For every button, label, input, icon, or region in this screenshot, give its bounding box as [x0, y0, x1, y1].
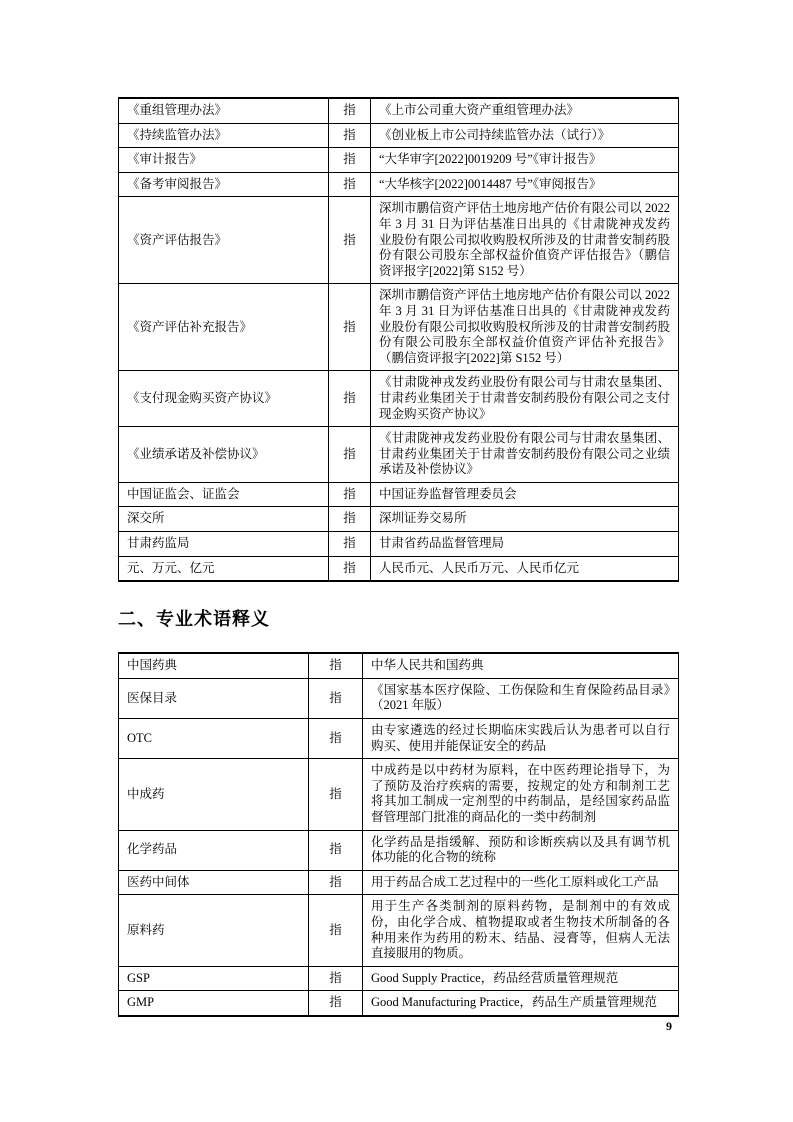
refers-cell: 指 [329, 532, 371, 557]
definition-cell: 《甘肃陇神戎发药业股份有限公司与甘肃农垦集团、甘肃药业集团关于甘肃普安制药股份有限公司之业绩承诺及补偿协议》 [371, 427, 679, 483]
definition-cell: 《甘肃陇神戎发药业股份有限公司与甘肃农垦集团、甘肃药业集团关于甘肃普安制药股份有限公司之支付现金购买资产协议》 [371, 371, 679, 427]
definition-cell: 甘肃省药品监督管理局 [371, 532, 679, 557]
definition-cell: 用于药品合成工艺过程中的一些化工原料或化工产品 [363, 870, 679, 895]
page-content [118, 97, 678, 1017]
definition-cell: 人民币元、人民币万元、人民币亿元 [371, 556, 679, 581]
table-row [119, 98, 679, 123]
table-row [119, 991, 679, 1016]
term-cell: 《持续监管办法》 [119, 123, 329, 148]
term-cell: 《资产评估补充报告》 [119, 284, 329, 371]
definition-cell: 《上市公司重大资产重组管理办法》 [371, 98, 679, 123]
refers-cell: 指 [309, 678, 363, 718]
table-row [119, 172, 679, 197]
table-row [119, 653, 679, 678]
table-row [119, 507, 679, 532]
refers-cell: 指 [329, 148, 371, 173]
table-row [119, 678, 679, 718]
refers-cell: 指 [309, 830, 363, 870]
table-row [119, 759, 679, 830]
definitions-table [118, 97, 679, 582]
definition-cell: 深圳市鹏信资产评估土地房地产估价有限公司以 2022 年 3 月 31 日为评估基准日出具的《甘肃陇神戎发药业股份有限公司拟收购股权所涉及的甘肃普安制药股份有限公司股东全部权益价值资产评估补充报告》（鹏信资评报字[2022]第 S152 号） [371, 284, 679, 371]
refers-cell: 指 [309, 895, 363, 966]
refers-cell: 指 [309, 991, 363, 1016]
definition-cell: 用于生产各类制剂的原料药物，是制剂中的有效成份，由化学合成、植物提取或者生物技术所制备的各种用来作为药用的粉末、结晶、浸膏等，但病人无法直接服用的物质。 [363, 895, 679, 966]
refers-cell: 指 [329, 427, 371, 483]
term-cell: GMP [119, 991, 309, 1016]
refers-cell: 指 [309, 870, 363, 895]
table-row [119, 830, 679, 870]
table-row [119, 719, 679, 759]
refers-cell: 指 [329, 284, 371, 371]
term-cell: OTC [119, 719, 309, 759]
term-cell: 深交所 [119, 507, 329, 532]
refers-cell: 指 [329, 507, 371, 532]
refers-cell: 指 [329, 371, 371, 427]
term-cell: 《备考审阅报告》 [119, 172, 329, 197]
term-cell: 原料药 [119, 895, 309, 966]
term-cell: 甘肃药监局 [119, 532, 329, 557]
professional-terms-table [118, 652, 679, 1017]
term-cell: 《资产评估报告》 [119, 197, 329, 284]
refers-cell: 指 [329, 197, 371, 284]
refers-cell: 指 [309, 759, 363, 830]
refers-cell: 指 [309, 966, 363, 991]
table-row [119, 532, 679, 557]
definition-cell: 《国家基本医疗保险、工伤保险和生育保险药品目录》（2021 年版） [363, 678, 679, 718]
definition-cell: 《创业板上市公司持续监管办法（试行）》 [371, 123, 679, 148]
section-heading: 二、专业术语释义 [118, 609, 270, 630]
table-row [119, 556, 679, 581]
term-cell: 《业绩承诺及补偿协议》 [119, 427, 329, 483]
term-cell: 化学药品 [119, 830, 309, 870]
table-row [119, 427, 679, 483]
term-cell: 中国证监会、证监会 [119, 482, 329, 507]
definition-cell: 中华人民共和国药典 [363, 653, 679, 678]
refers-cell: 指 [309, 653, 363, 678]
definition-cell: 深圳市鹏信资产评估土地房地产估价有限公司以 2022 年 3 月 31 日为评估基准日出具的《甘肃陇神戎发药业股份有限公司拟收购股权所涉及的甘肃普安制药股份有限公司股东全部权益价值资产评估报告》（鹏信资评报字[2022]第 S152 号） [371, 197, 679, 284]
table-row [119, 123, 679, 148]
table-row [119, 895, 679, 966]
definition-cell: 化学药品是指缓解、预防和诊断疾病以及具有调节机体功能的化合物的统称 [363, 830, 679, 870]
term-cell: 医保目录 [119, 678, 309, 718]
definition-cell: 中成药是以中药材为原料，在中医药理论指导下，为了预防及治疗疾病的需要，按规定的处方和制剂工艺将其加工制成一定剂型的中药制品，是经国家药品监督管理部门批准的商品化的一类中药制剂 [363, 759, 679, 830]
refers-cell: 指 [329, 172, 371, 197]
definition-cell: 中国证券监督管理委员会 [371, 482, 679, 507]
term-cell: 《重组管理办法》 [119, 98, 329, 123]
definition-cell: Good Supply Practice，药品经营质量管理规范 [363, 966, 679, 991]
refers-cell: 指 [329, 98, 371, 123]
definition-cell: 由专家遴选的经过长期临床实践后认为患者可以自行购买、使用并能保证安全的药品 [363, 719, 679, 759]
term-cell: GSP [119, 966, 309, 991]
definition-cell: Good Manufacturing Practice，药品生产质量管理规范 [363, 991, 679, 1016]
definition-cell: “大华审字[2022]0019209 号”《审计报告》 [371, 148, 679, 173]
table-row [119, 371, 679, 427]
refers-cell: 指 [309, 719, 363, 759]
refers-cell: 指 [329, 123, 371, 148]
table-row [119, 148, 679, 173]
definition-cell: “大华核字[2022]0014487 号”《审阅报告》 [371, 172, 679, 197]
table-row [119, 284, 679, 371]
term-cell: 《审计报告》 [119, 148, 329, 173]
table-row [119, 197, 679, 284]
term-cell: 医药中间体 [119, 870, 309, 895]
refers-cell: 指 [329, 556, 371, 581]
table-row [119, 966, 679, 991]
term-cell: 中国药典 [119, 653, 309, 678]
term-cell: 《支付现金购买资产协议》 [119, 371, 329, 427]
definition-cell: 深圳证券交易所 [371, 507, 679, 532]
refers-cell: 指 [329, 482, 371, 507]
page-number: 9 [666, 1019, 672, 1033]
table-row [119, 482, 679, 507]
term-cell: 中成药 [119, 759, 309, 830]
term-cell: 元、万元、亿元 [119, 556, 329, 581]
table-row [119, 870, 679, 895]
